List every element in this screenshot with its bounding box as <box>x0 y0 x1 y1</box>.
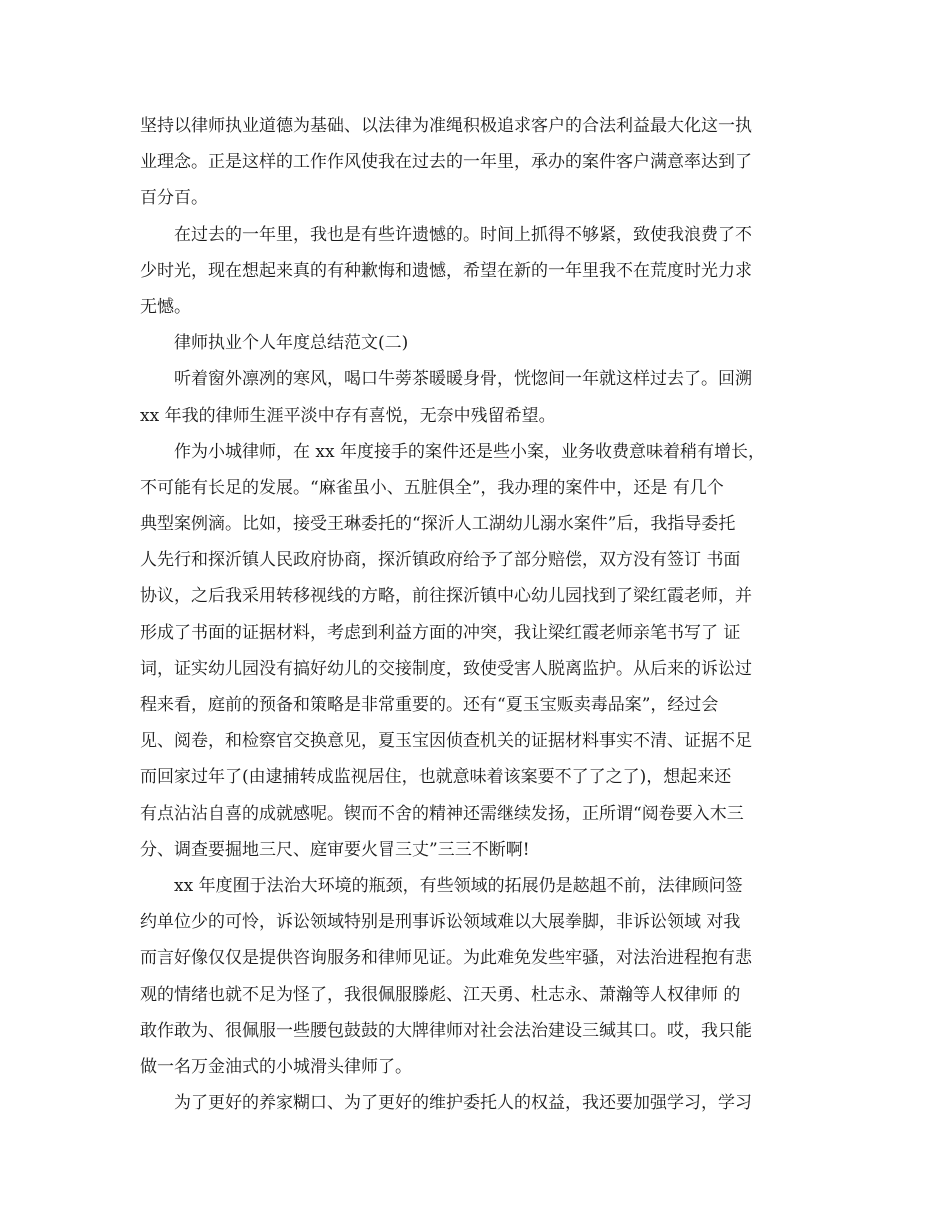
text-line: 敢作敢为、很佩服一些腰包鼓鼓的大牌律师对社会法治建设三缄其口。哎，我只能 <box>140 1020 752 1041</box>
text-line: xx 年我的律师生涯平淡中存有喜悦，无奈中残留希望。 <box>140 405 556 426</box>
text-line: 人先行和探沂镇人民政府协商，探沂镇政府给予了部分赔偿，双方没有签订 书面 <box>140 550 741 571</box>
text-line: 形成了书面的证据材料，考虑到利益方面的冲突，我让梁红霞老师亲笔书写了 证 <box>140 622 741 643</box>
text-line: 而回家过年了(由逮捕转成监视居住，也就意味着该案要不了了之了)，想起来还 <box>140 767 732 788</box>
text-line: 见、阅卷，和检察官交换意见，夏玉宝因侦查机关的证据材料事实不清、证据不足 <box>140 731 752 752</box>
text-line: 做一名万金油式的小城滑头律师了。 <box>140 1056 412 1077</box>
text-line: 业理念。正是这样的工作作风使我在过去的一年里，承办的案件客户满意率达到了 <box>140 152 752 173</box>
text-line: 在过去的一年里，我也是有些许遗憾的。时间上抓得不够紧，致使我浪费了不 <box>174 224 752 245</box>
text-line: 有点沾沾自喜的成就感呢。锲而不舍的精神还需继续发扬，正所谓“阅卷要入木三 <box>140 803 744 824</box>
text-line: 程来看，庭前的预备和策略是非常重要的。还有“夏玉宝贩卖毒品案”，经过会 <box>140 695 719 715</box>
text-line: 为了更好的养家糊口、为了更好的维护委托人的权益，我还要加强学习，学习 <box>174 1093 752 1114</box>
text-line: 听着窗外凛冽的寒风，喝口牛蒡茶暖暖身骨，恍惚间一年就这样过去了。回溯 <box>174 369 752 390</box>
text-line: 不可能有长足的发展。“麻雀虽小、五脏俱全”，我办理的案件中，还是 有几个 <box>140 477 724 498</box>
text-line: 协议，之后我采用转移视线的方略，前往探沂镇中心幼儿园找到了梁红霞老师，并 <box>140 586 752 607</box>
text-line: 无憾。 <box>140 296 191 317</box>
text-line: 观的情绪也就不足为怪了，我很佩服滕彪、江天勇、杜志永、萧瀚等人权律师 的 <box>140 984 741 1005</box>
text-line: 典型案例滴。比如，接受王琳委托的“探沂人工湖幼儿溺水案件”后，我指导委托 <box>140 514 736 535</box>
text-line: 作为小城律师，在 xx 年度接手的案件还是些小案，业务收费意味着稍有增长， <box>174 441 765 462</box>
document-body <box>140 108 820 1121</box>
text-line: 坚持以律师执业道德为基础、以法律为准绳积极追求客户的合法利益最大化这一执 <box>140 116 752 136</box>
text-line: 约单位少的可怜，诉讼领域特别是刑事诉讼领域难以大展拳脚，非诉讼领域 对我 <box>140 912 741 933</box>
text-line: xx 年度囿于法治大环境的瓶颈，有些领域的拓展仍是趑趄不前，法律顾问签 <box>174 875 743 896</box>
text-line: 百分百。 <box>140 188 208 209</box>
text-line: 词，证实幼儿园没有搞好幼儿的交接制度，致使受害人脱离监护。从后来的诉讼过 <box>140 658 752 679</box>
text-line: 分、调查要掘地三尺、庭审要火冒三丈”三三不断啊! <box>140 839 530 860</box>
text-line: 律师执业个人年度总结范文(二) <box>174 333 409 354</box>
text-line: 而言好像仅仅是提供咨询服务和律师见证。为此难免发些牢骚，对法治进程抱有悲 <box>140 948 752 969</box>
text-line: 少时光，现在想起来真的有种歉悔和遗憾，希望在新的一年里我不在荒度时光力求 <box>140 260 752 281</box>
